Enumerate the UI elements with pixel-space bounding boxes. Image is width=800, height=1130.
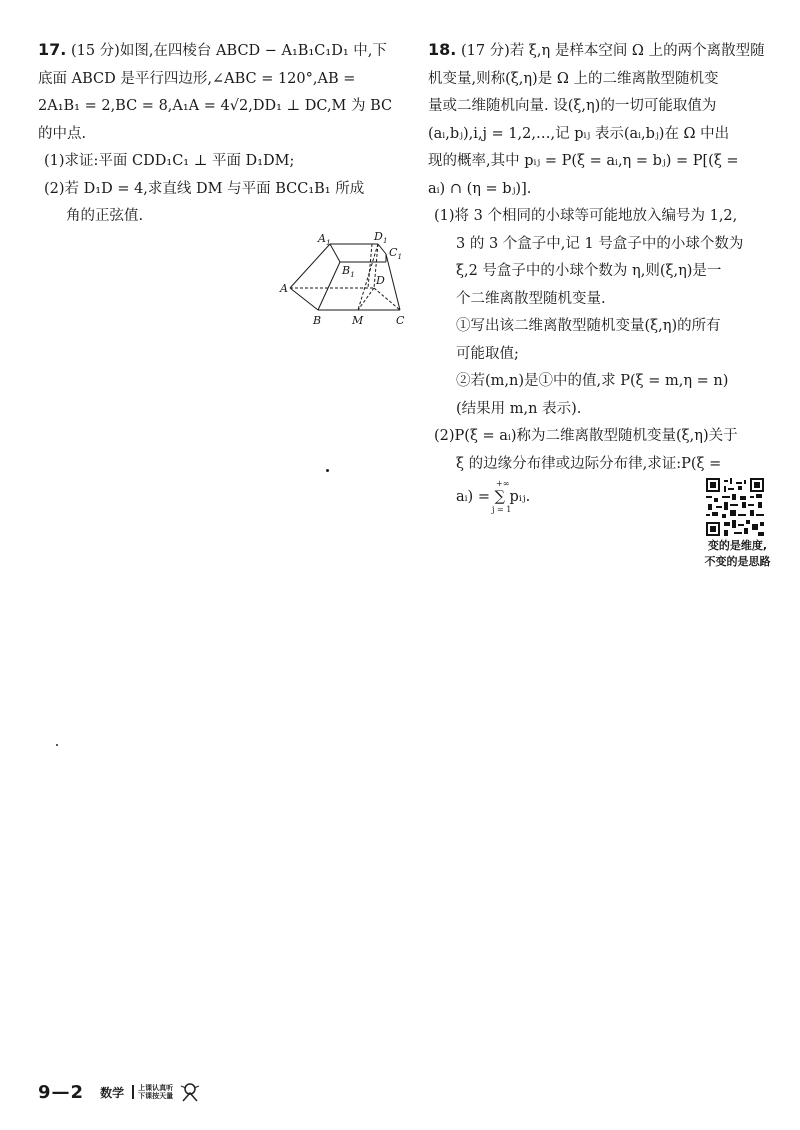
mascot-logo-icon [177, 1082, 203, 1102]
problem-18-line-4: (aᵢ,bⱼ),i,j = 1,2,…,记 pᵢⱼ 表示(aᵢ,bⱼ)在 Ω 中出 [428, 125, 730, 142]
label-a1: $A_1$ [318, 232, 331, 247]
problem-17-line-3: 2A₁B₁ = 2,BC = 8,A₁A = 4√2,DD₁ ⊥ DC,M 为 BC [38, 98, 393, 114]
page-footer [38, 1080, 203, 1104]
subject-label: 数学 [100, 1085, 125, 1100]
problem-18-line-3: 量或二维随机向量. 设(ξ,η)的一切可能取值为 [428, 98, 717, 114]
label-d: D [376, 274, 385, 287]
stray-dot [326, 469, 329, 472]
problem-17 [38, 36, 410, 231]
label-c1: $C_1$ [389, 246, 403, 261]
edge-c1-c [386, 254, 400, 310]
qr-caption-line-1: 变的是维度, [707, 539, 768, 552]
footer-divider [132, 1085, 134, 1099]
slogan-line-1: 上课认真听 [138, 1084, 174, 1092]
problem-18-q1-line-2: 可能取值; [456, 345, 519, 362]
problem-18-line-6: aᵢ) ∩ (η = bⱼ)]. [428, 180, 532, 197]
label-b: B [313, 314, 322, 327]
problem-18-line-1: (17 分)若 ξ,η 是样本空间 Ω 上的两个离散型随 [460, 43, 765, 59]
qr-caption-line-2: 不变的是思路 [704, 555, 771, 568]
problem-18-line-2: 机变量,则称(ξ,η)是 Ω 上的二维离散型随机变 [428, 70, 719, 87]
problem-18-q2-line-2: (结果用 m,n 表示). [456, 400, 582, 417]
sum-lower-limit: j = 1 [492, 505, 512, 514]
edge-a1-b1 [330, 244, 340, 262]
problem-18-part-1-line-2: 3 的 3 个盒子中,记 1 号盒子中的小球个数为 [456, 235, 744, 252]
problem-17-line-1: (15 分)如图,在四棱台 ABCD − A₁B₁C₁D₁ 中,下 [70, 43, 387, 59]
sum-upper-limit: +∞ [496, 479, 510, 488]
edge-d1-c1 [378, 244, 386, 254]
page-number: 9—2 [38, 1081, 85, 1103]
edge-b1-b [318, 262, 340, 310]
edge-d-c [374, 288, 400, 310]
problem-18-line-5: 现的概率,其中 pᵢⱼ = P(ξ = aᵢ,η = bⱼ) = P[(ξ = [428, 153, 739, 169]
label-d1: $D_1$ [374, 230, 388, 245]
frustum-figure [278, 232, 413, 327]
edge-a1-a [290, 244, 330, 288]
problem-17-part-1: (1)求证:平面 CDD₁C₁ ⊥ 平面 D₁DM; [44, 153, 295, 169]
problem-18-part-1-line-3: ξ,2 号盒子中的小球个数为 η,则(ξ,η)是一 [456, 263, 722, 279]
formula-text: aᵢ) = ∑ pᵢⱼ. [456, 489, 531, 505]
problem-18 [428, 36, 783, 512]
edge-d-m [358, 288, 374, 310]
frustum-diagram [278, 232, 413, 327]
edge-d1-m [358, 244, 378, 310]
stray-dot [56, 744, 58, 746]
problem-17-part-2-line-1: (2)若 D₁D = 4,求直线 DM 与平面 BCC₁B₁ 所成 [44, 180, 365, 197]
label-c: C [396, 314, 405, 327]
problem-18-part-2-line-2: ξ 的边缘分布律或边际分布律,求证:P(ξ = [456, 455, 722, 472]
problem-18-q1-line-1: ①写出该二维离散型随机变量(ξ,η)的所有 [456, 318, 721, 334]
qr-caption [690, 538, 785, 570]
footer-slogan [138, 1084, 173, 1100]
label-a: A [280, 282, 288, 295]
problem-17-line-2: 底面 ABCD 是平行四边形,∠ABC = 120°,AB = [38, 70, 356, 87]
problem-18-q2-line-1: ②若(m,n)是①中的值,求 P(ξ = m,η = n) [456, 373, 729, 389]
qr-code-icon [706, 478, 764, 536]
problem-17-part-2-line-2: 角的正弦值. [66, 208, 144, 224]
problem-17-number: 17. [38, 40, 67, 59]
problem-18-part-1-line-4: 个二维离散型随机变量. [456, 290, 606, 307]
problem-18-part-1-line-1: (1)将 3 个相同的小球等可能地放入编号为 1,2, [434, 208, 738, 224]
label-b1: $B_1$ [342, 264, 355, 279]
problem-18-part-2-line-1: (2)P(ξ = aᵢ)称为二维离散型随机变量(ξ,η)关于 [434, 428, 738, 444]
edge-a-b [290, 288, 318, 310]
problem-17-line-4: 的中点. [38, 125, 87, 142]
label-m: M [352, 314, 364, 327]
qr-code[interactable] [706, 478, 764, 536]
slogan-line-2: 下课按天量 [138, 1092, 174, 1100]
problem-18-number: 18. [428, 40, 457, 59]
